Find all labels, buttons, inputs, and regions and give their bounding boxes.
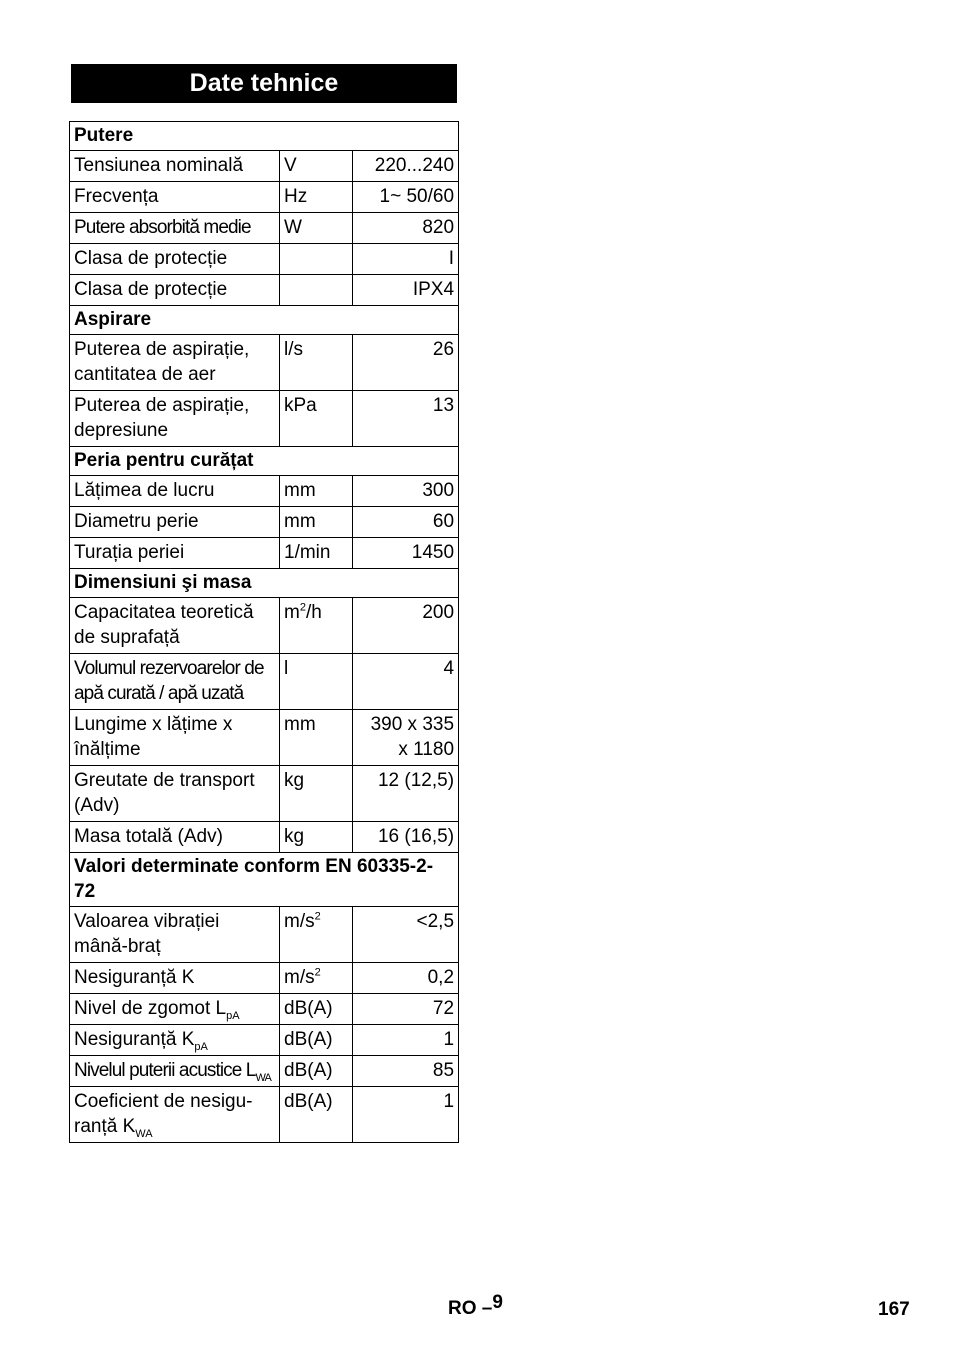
table-row: [70, 244, 459, 275]
spec-value: 13: [353, 391, 459, 447]
spec-value: 0,2: [353, 963, 459, 994]
label-base: Nesiguranță K: [74, 1029, 195, 1050]
spec-label: Diametru perie: [70, 507, 280, 538]
table-row: [70, 907, 459, 963]
spec-unit: [280, 598, 353, 654]
unit-base: m/s: [284, 911, 315, 932]
spec-unit: [280, 963, 353, 994]
spec-value: IPX4: [353, 275, 459, 306]
table-row: [70, 538, 459, 569]
spec-value: 4: [353, 654, 459, 710]
table-row: [70, 1025, 459, 1056]
spec-value: 1~ 50/60: [353, 182, 459, 213]
spec-unit: kPa: [280, 391, 353, 447]
unit-base: m/s: [284, 967, 315, 988]
section-title: Putere: [70, 122, 459, 151]
spec-unit: l/s: [280, 335, 353, 391]
page-number: 167: [878, 1299, 910, 1320]
spec-unit: mm: [280, 710, 353, 766]
table-row: [70, 766, 459, 822]
spec-unit: kg: [280, 822, 353, 853]
section-header-putere: [70, 122, 459, 151]
technical-data-table: [69, 121, 459, 1143]
spec-label: [70, 1087, 280, 1143]
unit-superscript: 2: [314, 966, 321, 979]
spec-label: Puterea de aspirație, depresiune: [70, 391, 280, 447]
table-row: [70, 275, 459, 306]
spec-unit: 1/min: [280, 538, 353, 569]
spec-unit: dB(A): [280, 1087, 353, 1143]
spec-label: Turația periei: [70, 538, 280, 569]
spec-label: Masa totală (Adv): [70, 822, 280, 853]
label-subscript: pA: [194, 1040, 208, 1053]
spec-unit: [280, 907, 353, 963]
spec-unit: W: [280, 213, 353, 244]
section-header-dimensiuni: [70, 569, 459, 598]
table-row: [70, 182, 459, 213]
spec-unit: l: [280, 654, 353, 710]
spec-value: 300: [353, 476, 459, 507]
spec-label: [70, 1056, 280, 1087]
table-row: [70, 994, 459, 1025]
label-subscript: WA: [255, 1071, 271, 1084]
spec-unit: dB(A): [280, 994, 353, 1025]
section-title: Valori determinate conform EN 60335-2-72: [70, 853, 459, 907]
spec-value: 200: [353, 598, 459, 654]
table-row: [70, 654, 459, 710]
spec-value: 1: [353, 1087, 459, 1143]
spec-label: Tensiunea nominală: [70, 151, 280, 182]
table-row: [70, 963, 459, 994]
spec-unit: dB(A): [280, 1056, 353, 1087]
spec-value: 85: [353, 1056, 459, 1087]
table-row: [70, 1087, 459, 1143]
spec-label: Lungime x lățime x înălțime: [70, 710, 280, 766]
spec-value: 26: [353, 335, 459, 391]
table-row: [70, 335, 459, 391]
spec-value: 820: [353, 213, 459, 244]
spec-value: 12 (12,5): [353, 766, 459, 822]
spec-value: 60: [353, 507, 459, 538]
table-row: [70, 213, 459, 244]
footer-dash: –: [481, 1298, 493, 1319]
table-row: [70, 507, 459, 538]
spec-unit: Hz: [280, 182, 353, 213]
footer-section-code: RO: [448, 1298, 477, 1319]
table-row: [70, 476, 459, 507]
table-row: [70, 391, 459, 447]
spec-label: Puterea de aspirație, cantitatea de aer: [70, 335, 280, 391]
spec-unit: dB(A): [280, 1025, 353, 1056]
spec-label: Clasa de protecție: [70, 275, 280, 306]
spec-label: Capacitatea teoretică de suprafață: [70, 598, 280, 654]
spec-unit: [280, 275, 353, 306]
spec-unit: [280, 244, 353, 275]
label-base: Coeficient de nesigu-ranță K: [74, 1091, 253, 1137]
section-title: Aspirare: [70, 306, 459, 335]
unit-superscript: 2: [314, 910, 321, 923]
spec-value: I: [353, 244, 459, 275]
page-title: Date tehnice: [71, 64, 457, 103]
spec-value: 390 x 335 x 1180: [353, 710, 459, 766]
spec-label: Putere absorbită medie: [70, 213, 280, 244]
spec-label: Volumul rezervoarelor de apă curată / apă uzată: [70, 654, 280, 710]
spec-unit: mm: [280, 476, 353, 507]
table-row: [70, 822, 459, 853]
spec-unit: V: [280, 151, 353, 182]
spec-value: <2,5: [353, 907, 459, 963]
table-row: [70, 710, 459, 766]
section-header-aspirare: [70, 306, 459, 335]
spec-label: [70, 994, 280, 1025]
section-title: Peria pentru curățat: [70, 447, 459, 476]
table-row: [70, 151, 459, 182]
spec-label: Greutate de transport (Adv): [70, 766, 280, 822]
unit-superscript: 2: [299, 601, 306, 614]
table-row: [70, 1056, 459, 1087]
label-subscript: WA: [135, 1127, 153, 1140]
spec-value: 220...240: [353, 151, 459, 182]
unit-base: m: [284, 602, 300, 623]
spec-label: [70, 1025, 280, 1056]
section-header-peria: [70, 447, 459, 476]
section-header-valori: [70, 853, 459, 907]
footer-section-page: 9: [492, 1292, 503, 1313]
label-base: Nivel de zgomot L: [74, 998, 227, 1019]
section-title: Dimensiuni şi masa: [70, 569, 459, 598]
spec-value: 1: [353, 1025, 459, 1056]
spec-label: Frecvența: [70, 182, 280, 213]
unit-rest: /h: [305, 602, 322, 623]
spec-value: 1450: [353, 538, 459, 569]
spec-unit: mm: [280, 507, 353, 538]
spec-label: Clasa de protecție: [70, 244, 280, 275]
footer-section-label: [448, 1292, 503, 1320]
spec-label: Valoarea vibrației mână-braț: [70, 907, 280, 963]
spec-unit: kg: [280, 766, 353, 822]
label-base: Nivelul puterii acustice L: [74, 1060, 256, 1081]
table-row: [70, 598, 459, 654]
spec-value: 16 (16,5): [353, 822, 459, 853]
spec-label: Lățimea de lucru: [70, 476, 280, 507]
spec-value: 72: [353, 994, 459, 1025]
spec-label: Nesiguranță K: [70, 963, 280, 994]
label-subscript: pA: [226, 1009, 240, 1022]
